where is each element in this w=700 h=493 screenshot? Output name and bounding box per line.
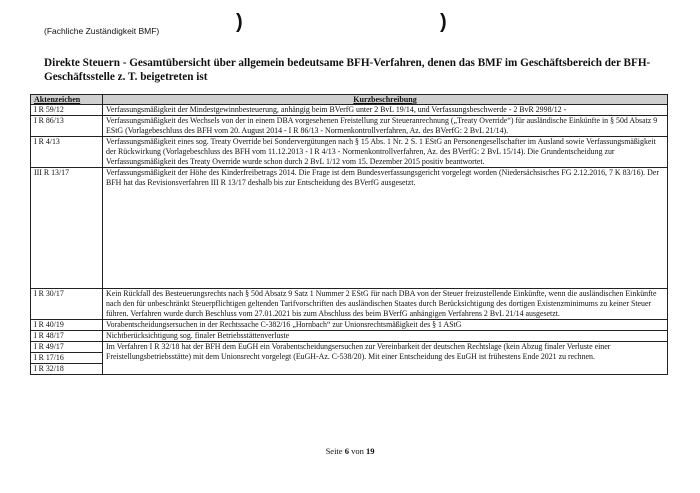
case-description: Im Verfahren I R 32/18 hat der BFH dem EuGH ein Vorabentscheidungsersuchen zur Vereinbarkeit der deutschen Rechtslage (kein Abzug finaler Verluste einer Freistellungsbetriebsstätte) mit dem Unionsrecht vorgelegt (EuGH-Az. C-538/20). Mit einer Entscheidung des EuGH ist frühestens Ende 2021 zu rechnen. xyxy=(103,342,668,375)
case-reference: I R 17/16 xyxy=(31,353,103,364)
case-description: Verfassungsmäßigkeit der Höhe des Kinderfreibetrags 2014. Die Frage ist dem Bundesverfassungsgericht vorgelegt worden (Niedersächsisches FG 2.12.2016, 7 K 83/16). Der BFH hat das Revisionsverfahren III R 13/17 deshalb bis zur Entscheidung des BVerfG ausgesetzt. xyxy=(103,168,668,289)
case-reference: III R 13/17 xyxy=(31,168,103,289)
table-row xyxy=(31,342,668,353)
case-reference: I R 86/13 xyxy=(31,116,103,137)
case-reference: I R 40/19 xyxy=(31,320,103,331)
case-description: Kein Rückfall des Besteuerungsrechts nach § 50d Absatz 9 Satz 1 Nummer 2 EStG für nach DBA von der Steuer freizustellende Einkünfte, wenn die ausländischen Einkünfte nach den für unbeschränkt Steuerpflichtigen geltenden Tarifvorschriften des ausländischen Staates durch Berücksichtigung des dortigen Existenzminimums zu keiner Steuer führen. Verfahren wurde durch Beschluss vom 27.01.2021 bis zum Abschluss des beim BVerfG anhängigen Verfahrens 2 BvL 21/14 ausgesetzt. xyxy=(103,289,668,320)
case-description: Verfassungsmäßigkeit des Wechsels von der in einem DBA vorgesehenen Freistellung zur Steueranrechnung („Treaty Override“) für ausländische Einkünfte in § 50d Absatz 9 EStG (Vorlagebeschluss des BFH vom 20. August 2014 - I R 86/13 - Normenkontrollverfahren, Az. des BVerfG: 2 BvL 21/14). xyxy=(103,116,668,137)
page-current: 6 xyxy=(344,446,349,456)
case-description: Verfassungsmäßigkeit der Mindestgewinnbesteuerung, anhängig beim BVerfG unter 2 BvL 19/14, und Verfassungsbeschwerde - 2 BvR 2998/12 - xyxy=(103,105,668,116)
case-description: Vorabentscheidungsersuchen in der Rechtssache C-382/16 „Hornbach“ zur Unionsrechtsmäßigkeit des § 1 AStG xyxy=(103,320,668,331)
table-header-row xyxy=(31,95,668,105)
proceedings-table xyxy=(30,94,668,375)
case-reference: I R 59/12 xyxy=(31,105,103,116)
table-row xyxy=(31,331,668,342)
case-description: Nichtberücksichtigung sog. finaler Betriebsstättenverluste xyxy=(103,331,668,342)
page-label: Seite xyxy=(325,446,343,456)
table-row xyxy=(31,105,668,116)
case-reference: I R 4/13 xyxy=(31,137,103,168)
page-title: Direkte Steuern - Gesamtübersicht über allgemein bedeutsame BFH-Verfahren, denen das BMF im Geschäftsbereich der BFH-Geschäftsstelle z. T. beigetreten ist xyxy=(44,57,651,83)
case-description: Verfassungsmäßigkeit eines sog. Treaty Override bei Sondervergütungen nach § 15 Abs. 1 Nr. 2 S. 1 EStG an Personengesellschafter im Ausland sowie Verfassungsmäßigkeit der Rückwirkung (Vorlagebeschluss des BFH vom 11.12.2013 - I R 4/13 - Normenkontrollverfahren, Az. des BVerfG: 2 BvL 15/14). Die Grundentscheidung zur Verfassungsmäßigkeit des Treaty Override wurde schon durch 2 BvL 1/12 vom 15. Dezember 2015 positiv beantwortet. xyxy=(103,137,668,168)
page-number xyxy=(0,446,700,456)
column-header-reference: Aktenzeichen xyxy=(31,95,103,105)
page-total: 19 xyxy=(365,446,375,456)
table-row xyxy=(31,137,668,168)
table-row xyxy=(31,116,668,137)
case-reference: I R 32/18 xyxy=(31,364,103,375)
case-reference: I R 49/17 xyxy=(31,342,103,353)
binder-mark-left: ) xyxy=(236,11,243,33)
responsibility-note: (Fachliche Zuständigkeit BMF) xyxy=(44,26,160,36)
page-of-label: von xyxy=(351,446,364,456)
table-row xyxy=(31,289,668,320)
column-header-description: Kurzbeschreibung xyxy=(103,95,668,105)
table-row xyxy=(31,320,668,331)
binder-mark-right: ) xyxy=(440,11,447,33)
case-reference: I R 30/17 xyxy=(31,289,103,320)
case-reference: I R 48/17 xyxy=(31,331,103,342)
table-row xyxy=(31,168,668,289)
